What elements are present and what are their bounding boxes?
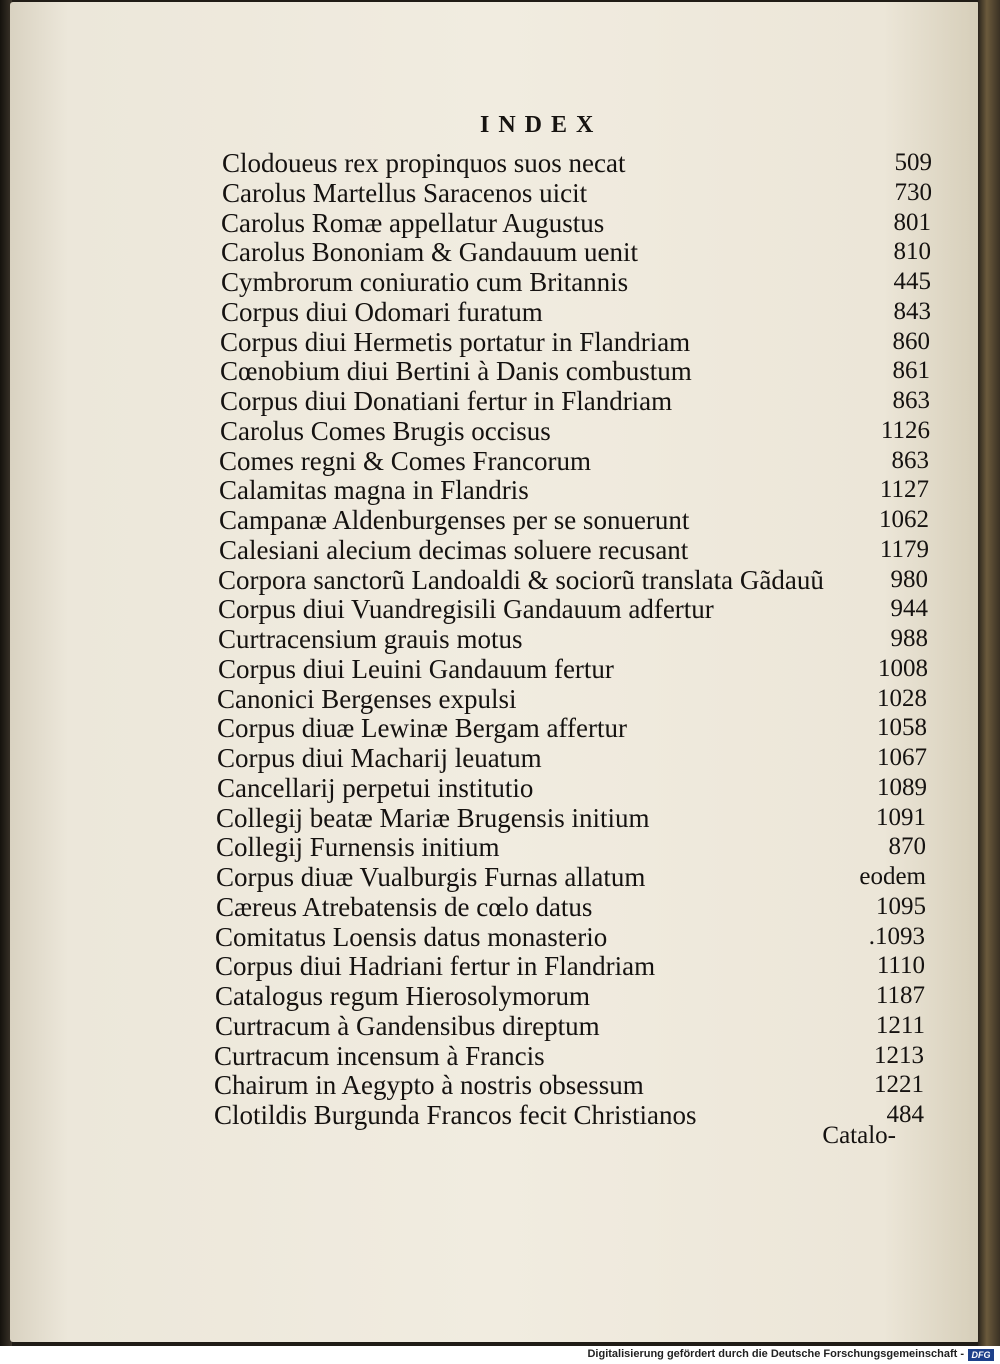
index-entry: [221, 297, 931, 327]
index-entry-page: 509: [894, 149, 932, 176]
index-entry-page: 1089: [877, 773, 927, 801]
index-entry-page: 1110: [876, 952, 925, 980]
index-entry-page: 484: [886, 1101, 924, 1128]
index-entry-text: Corpus diui Leuini Gandauum fertur: [218, 653, 614, 684]
dfg-logo: DFG: [968, 1349, 994, 1361]
index-entry-text: Curtracensium grauis motus: [218, 624, 523, 654]
catchword: Catalo-: [822, 1122, 896, 1149]
index-entry-page: 1126: [880, 416, 930, 444]
index-entry: [215, 1011, 925, 1041]
index-entry-page: 1062: [879, 506, 929, 533]
index-entry-page: .1093: [868, 922, 925, 950]
index-entry-page: 863: [891, 446, 929, 474]
index-entry: [217, 743, 927, 773]
index-entry: [214, 1070, 924, 1100]
footer-credit: Digitalisierung gefördert durch die Deutsche Forschungsgemeinschaft -: [587, 1348, 964, 1360]
index-entry-page: 870: [888, 833, 926, 861]
index-entry-text: Calamitas magna in Flandris: [219, 475, 529, 506]
book-page: [10, 2, 980, 1342]
index-entry-page: 861: [892, 357, 930, 385]
index-entry-page: 801: [893, 208, 931, 236]
index-entry: [214, 1041, 924, 1071]
index-entry: [215, 922, 925, 952]
index-entry-text: Carolus Romæ appellatur Augustus: [221, 207, 605, 238]
index-entry-page: 1187: [875, 982, 925, 1009]
index-entry-text: Corpus diuæ Vualburgis Furnas allatum: [216, 862, 646, 892]
index-entry: [222, 148, 932, 178]
index-entry-page: 445: [893, 268, 931, 295]
index-entry-text: Campanæ Aldenburgenses per se sonuerunt: [219, 505, 690, 535]
index-entry: [216, 803, 926, 833]
index-entry-text: Carolus Bononiam & Gandauum uenit: [221, 237, 638, 268]
index-entry: [220, 416, 930, 446]
index-entry: [221, 267, 931, 297]
index-entry: [222, 178, 932, 208]
index-entry-text: Corpus diui Vuandregisili Gandauum adfertur: [218, 594, 714, 625]
index-entry-text: Cancellarij perpetui institutio: [217, 772, 534, 803]
index-entry-text: Curtracum à Gandensibus direptum: [215, 1010, 600, 1041]
index-entry: [220, 327, 930, 357]
index-entry-page: 843: [893, 297, 931, 325]
index-entry-text: Clotildis Burgunda Francos fecit Christianos: [214, 1100, 697, 1130]
index-entry-page: 1028: [877, 684, 927, 712]
index-entry: [218, 654, 928, 684]
index-entry-page: 1221: [874, 1071, 924, 1099]
index-entry-text: Corpus diui Macharij leuatum: [217, 743, 542, 773]
index-entry-page: 944: [890, 595, 928, 623]
index-entry: [220, 356, 930, 386]
index-entry: [219, 505, 929, 535]
index-entry-page: 810: [893, 238, 931, 266]
index-entry-text: Corpus diui Hadriani fertur in Flandriam: [215, 951, 656, 982]
index-entry: [221, 208, 931, 238]
index-entry-page: 1211: [875, 1011, 925, 1039]
index-entry: [219, 535, 929, 565]
index-entry-text: Corpus diuæ Lewinæ Bergam affertur: [217, 713, 627, 744]
index-entry: [220, 386, 930, 416]
index-entry-text: Corpus diui Donatiani fertur in Flandriam: [220, 386, 673, 416]
index-entry-text: Catalogus regum Hierosolymorum: [215, 981, 590, 1011]
index-entry-text: Corpora sanctorũ Landoaldi & sociorũ translata Gãdauũ: [218, 564, 824, 595]
index-entry: [218, 565, 928, 595]
index-entry: [215, 951, 925, 981]
index-entry: [218, 594, 928, 624]
index-entry-text: Collegij Furnensis initium: [216, 832, 500, 863]
index-entry: [214, 1100, 924, 1130]
index-entry-text: Comitatus Loensis datus monasterio: [215, 921, 608, 952]
index-entry-text: Calesiani alecium decimas soluere recusant: [219, 534, 689, 565]
running-head: INDEX: [480, 112, 603, 138]
index-entry: [216, 892, 926, 922]
index-entry-page: 730: [894, 178, 932, 206]
index-entry-page: 1213: [874, 1041, 924, 1069]
index-entry-page: 1058: [877, 714, 927, 742]
index-entry-text: Carolus Martellus Saracenos uicit: [222, 177, 588, 208]
index-entry-page: 863: [892, 387, 930, 414]
index-entry-page: 980: [890, 565, 928, 593]
index-entry-page: eodem: [859, 863, 926, 890]
index-entry-text: Curtracum incensum à Francis: [214, 1040, 545, 1071]
index-entry-text: Comes regni & Comes Francorum: [219, 445, 591, 476]
index-entry: [218, 624, 928, 654]
index-entry-text: Carolus Comes Brugis occisus: [220, 415, 551, 446]
index-entry-page: 1095: [876, 892, 926, 920]
index-entry-page: 860: [892, 327, 930, 355]
index-entry: [221, 237, 931, 267]
index-entry-text: Cœnobium diui Bertini à Danis combustum: [220, 356, 692, 387]
page-edge: [978, 0, 1000, 1346]
index-entry-page: 1067: [877, 744, 927, 771]
index-entry-text: Cæreus Atrebatensis de cœlo datus: [216, 891, 593, 922]
index-entry-text: Corpus diui Hermetis portatur in Flandriam: [220, 326, 691, 357]
index-entry: [215, 981, 925, 1011]
index-entry: [219, 475, 929, 505]
index-entry-text: Corpus diui Odomari furatum: [221, 296, 543, 327]
index-entry-text: Chairum in Aegypto à nostris obsessum: [214, 1070, 644, 1101]
index-entry: [219, 446, 929, 476]
footer-bar: [0, 1346, 1000, 1364]
index-entry-text: Cymbrorum coniuratio cum Britannis: [221, 267, 629, 297]
index-entry: [216, 862, 926, 892]
index-entry-page: 1127: [879, 476, 929, 504]
index-entry-text: Clodoueus rex propinquos suos necat: [222, 148, 626, 178]
index-entry: [217, 773, 927, 803]
index-entry-page: 988: [890, 625, 928, 652]
index-entry: [217, 684, 927, 714]
index-entry-page: 1091: [876, 803, 926, 831]
index-entry-page: 1179: [879, 535, 929, 563]
index-entry-text: Canonici Bergenses expulsi: [217, 683, 517, 714]
index-entry-page: 1008: [878, 654, 928, 682]
index-entry-text: Collegij beatæ Mariæ Brugensis initium: [216, 802, 650, 833]
index-entry: [216, 832, 926, 862]
index-entry: [217, 713, 927, 743]
